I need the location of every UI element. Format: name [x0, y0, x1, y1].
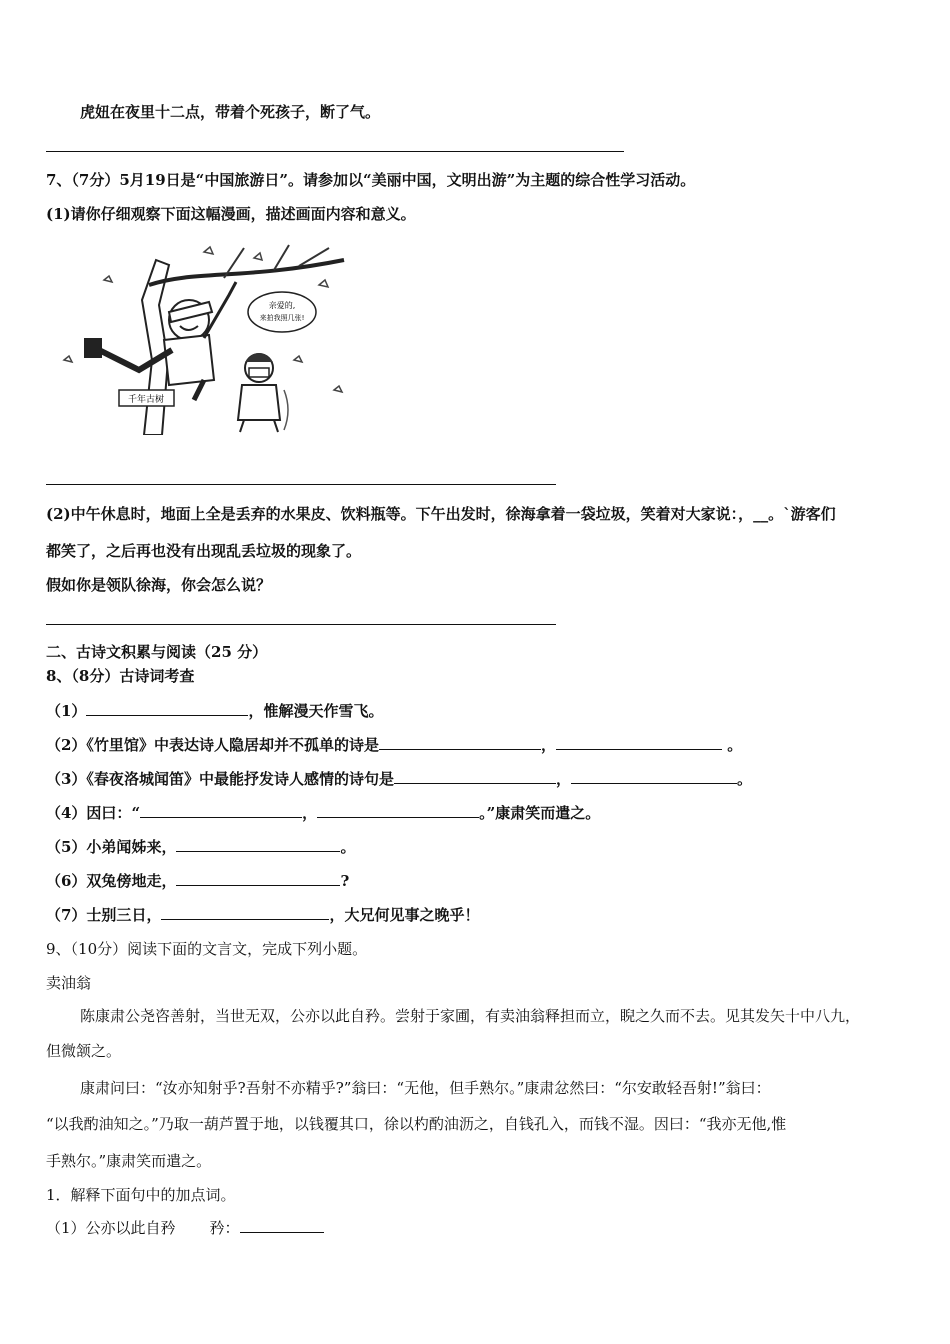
q8-item-6	[46, 871, 349, 891]
bubble-line-1: 亲爱的,	[268, 301, 296, 310]
sign-text: 千年古树	[127, 395, 165, 405]
answer-line	[46, 624, 556, 625]
fill-blank[interactable]	[394, 769, 556, 784]
item-prefix: （3）《春夜洛城闻笛》中最能抒发诗人感情的诗句是	[46, 770, 394, 788]
passage-end-sentence: 虎妞在夜里十二点，带着个死孩子，断了气。	[80, 103, 381, 121]
q9-sub1-item1	[46, 1218, 324, 1238]
item-suffix: 。	[736, 770, 752, 788]
q8-item-4	[46, 803, 600, 823]
item-separator: ，	[555, 770, 571, 788]
q9-sub1: 1．解释下面句中的加点词。	[46, 1186, 236, 1204]
q7-part1: (1)请你仔细观察下面这幅漫画，描述画面内容和意义。	[46, 205, 416, 223]
item-suffix: 。	[340, 838, 356, 856]
passage-para1-line1: 陈康肃公尧咨善射，当世无双，公亦以此自矜。尝射于家圃，有卖油翁释担而立，睨之久而不去。见其发矢十中八九，	[80, 1007, 861, 1025]
answer-line	[46, 484, 556, 485]
item-suffix: ，惟解漫天作雪飞。	[248, 702, 384, 720]
item-separator: ，	[540, 736, 556, 754]
passage-para1-line2: 但微颔之。	[46, 1042, 122, 1060]
item-prefix: （1）	[46, 702, 87, 720]
fill-blank[interactable]	[317, 803, 479, 818]
item-prefix: （2）《竹里馆》中表达诗人隐居却并不孤单的诗是	[46, 736, 379, 754]
item-separator: ，	[302, 804, 318, 822]
item-suffix: ，大兄何见事之晚乎！	[329, 906, 480, 924]
q8-item-3	[46, 769, 752, 789]
q8-item-7	[46, 905, 479, 925]
q7-part2-line1: (2)中午休息时，地面上全是丢弃的水果皮、饮料瓶等。下午出发时，徐海拿着一袋垃圾，笑着对大家说：，__。`游客们	[46, 505, 836, 523]
fill-blank[interactable]	[379, 735, 541, 750]
section-heading: 二、古诗文积累与阅读（25 分）	[46, 643, 268, 661]
fill-blank[interactable]	[556, 735, 722, 750]
fill-blank[interactable]	[176, 837, 340, 852]
q8-item-2	[46, 735, 742, 755]
fill-blank[interactable]	[240, 1218, 324, 1233]
item-prefix: （4）因曰：“	[46, 804, 141, 822]
tourist-climbing-tree-cartoon	[44, 240, 354, 435]
passage-para2-line3: 手熟尔。”康肃笑而遣之。	[46, 1152, 212, 1170]
fill-blank[interactable]	[161, 905, 329, 920]
fill-blank[interactable]	[571, 769, 737, 784]
q8-item-1	[46, 701, 383, 721]
item-suffix: 。	[721, 736, 743, 754]
item-label: 矜：	[209, 1219, 240, 1237]
q7-part2-line2: 都笑了，之后再也没有出现乱丢垃圾的现象了。	[46, 542, 362, 560]
q8-stem: 8、（8分）古诗词考查	[46, 667, 195, 685]
item-prefix: （6）双兔傍地走，	[46, 872, 177, 890]
item-prefix: （1）公亦以此自矜	[46, 1219, 176, 1237]
answer-line	[46, 151, 624, 152]
bubble-line-2: 来拍我照几张!	[259, 314, 305, 322]
passage-para2-line2: “以我酌油知之。”乃取一葫芦置于地，以钱覆其口，徐以杓酌油沥之，自钱孔入，而钱不湿。因曰：“我亦无他,惟	[46, 1115, 787, 1133]
q8-item-5	[46, 837, 355, 857]
item-prefix: （7）士别三日，	[46, 906, 162, 924]
passage-para2-line1: 康肃问曰：“汝亦知射乎?吾射不亦精乎?”翁曰：“无他，但手熟尔。”康肃忿然曰：“尔安敢轻吾射!”翁曰：	[80, 1079, 771, 1097]
q9-stem: 9、（10分）阅读下面的文言文，完成下列小题。	[46, 940, 368, 958]
fill-blank[interactable]	[140, 803, 302, 818]
passage-title: 卖油翁	[46, 974, 92, 992]
item-suffix: 。”康肃笑而遣之。	[479, 804, 601, 822]
fill-blank[interactable]	[176, 871, 340, 886]
item-prefix: （5）小弟闻姊来，	[46, 838, 177, 856]
q7-stem: 7、（7分）5月19日是“中国旅游日”。请参加以“美丽中国，文明出游”为主题的综合性学习活动。	[46, 171, 696, 189]
item-suffix: ?	[340, 872, 350, 890]
q7-part2-line3: 假如你是领队徐海，你会怎么说？	[46, 576, 272, 594]
fill-blank[interactable]	[86, 701, 248, 716]
